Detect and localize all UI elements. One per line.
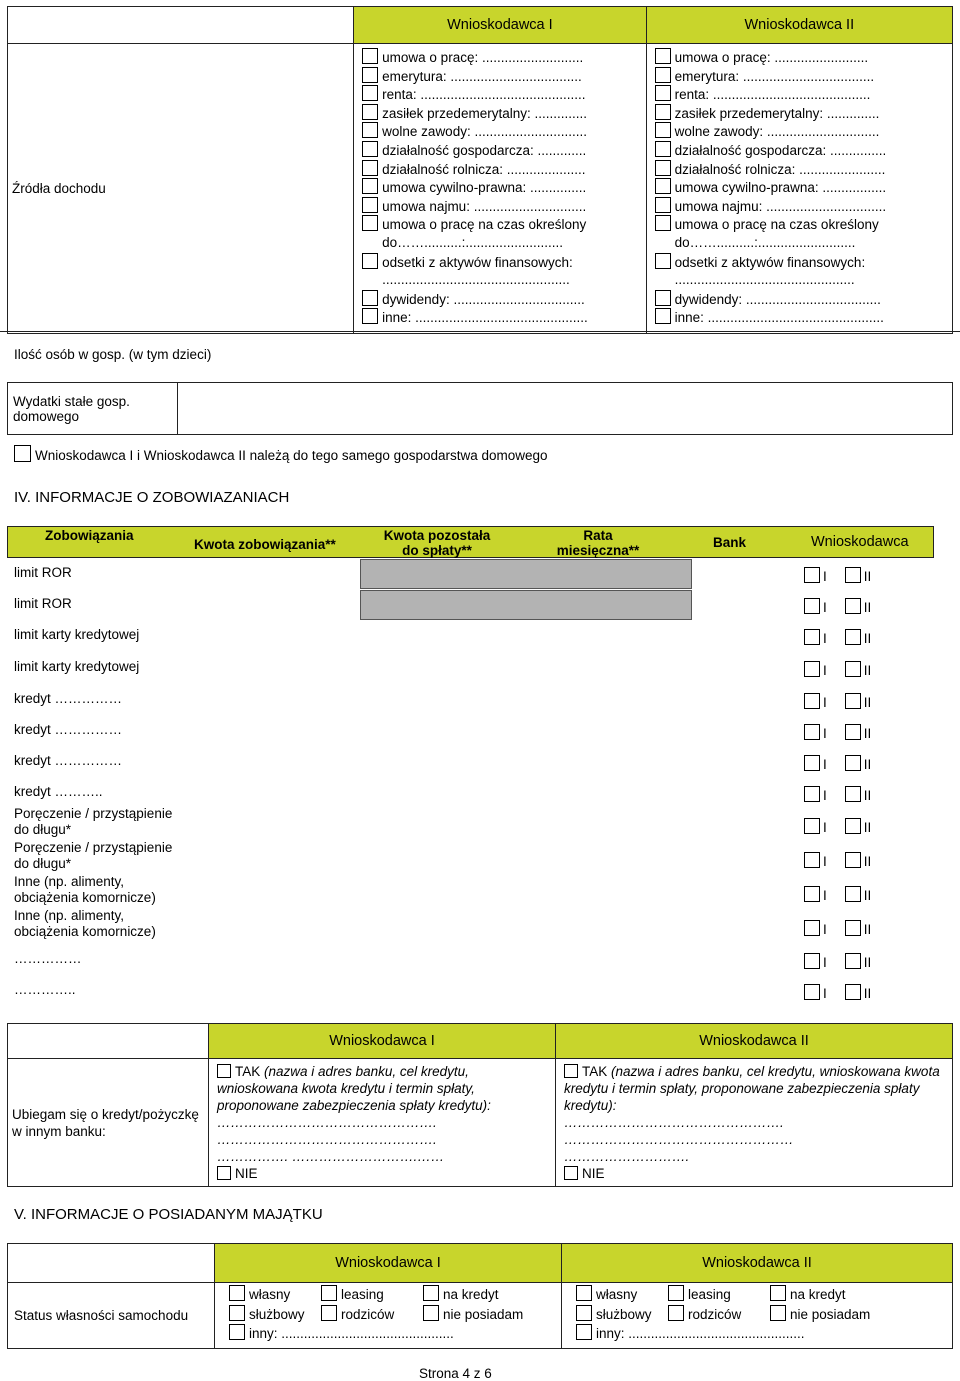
- applicant-2-checkbox[interactable]: [845, 920, 861, 936]
- obligation-label: ……………: [14, 951, 82, 966]
- applicant1-income-list: [354, 44, 646, 334]
- tak-label-2: TAK: [582, 1064, 608, 1079]
- applicant-1-label: I: [823, 695, 827, 710]
- ownership-checkbox[interactable]: [668, 1305, 684, 1321]
- same-household-row: [14, 445, 548, 463]
- ownership-checkbox[interactable]: [770, 1305, 786, 1321]
- section5-title: V. INFORMACJE O POSIADANYM MAJĄTKU: [14, 1206, 323, 1223]
- income-checkbox[interactable]: [362, 160, 378, 176]
- income-item-label: dywidendy: ...................................: [382, 291, 585, 307]
- other-bank-applicant1: [209, 1059, 556, 1187]
- other-bank-applicant1-header: Wnioskodawca I: [209, 1024, 556, 1059]
- applicant-choice: [804, 693, 871, 710]
- assets-header-blank: [8, 1244, 215, 1283]
- applicant-choice: [804, 786, 871, 803]
- income-item: [362, 271, 643, 290]
- ownership-option-label: rodziców: [341, 1306, 395, 1322]
- obligation-row: [7, 974, 953, 1005]
- income-item-label: działalność rolnicza: .......................: [674, 161, 886, 177]
- ownership-option[interactable]: [770, 1285, 900, 1305]
- expenses-table: [7, 382, 953, 435]
- dots-2a[interactable]: ………………………………………….: [564, 1115, 784, 1130]
- fixed-expenses-label: Wydatki stałe gosp. domowego: [8, 383, 178, 435]
- applicant-1-checkbox[interactable]: [804, 984, 820, 1000]
- income-item-label: odsetki z aktywów finansowych:: [382, 254, 573, 270]
- income-checkbox[interactable]: [362, 85, 378, 101]
- obligation-label: Inne (np. alimenty, obciążenia komornicze): [14, 908, 156, 939]
- nie-label-2: NIE: [582, 1166, 605, 1181]
- income-item-label: dywidendy: ....................................: [674, 291, 881, 307]
- applicant-1-label: I: [823, 854, 827, 869]
- section4-title: IV. INFORMACJE O ZOBOWIAZANIACH: [14, 489, 290, 506]
- income-item-label: do……..........:..........................: [674, 234, 856, 250]
- obligation-row: [7, 683, 953, 714]
- obligation-label: limit ROR: [14, 596, 72, 611]
- obligation-row: [7, 588, 953, 619]
- ownership-checkbox[interactable]: [423, 1285, 439, 1301]
- applicant-choice: [804, 984, 871, 1001]
- applicant-choice: [804, 598, 871, 615]
- income-item: [362, 253, 643, 272]
- income-item: [362, 67, 643, 86]
- income-item-label: umowa o pracę na czas określony: [674, 217, 879, 233]
- income-checkbox[interactable]: [655, 104, 671, 120]
- ror-gray-field: [360, 559, 692, 589]
- ownership-option[interactable]: [423, 1285, 553, 1305]
- income-item: [655, 234, 950, 253]
- income-checkbox[interactable]: [655, 48, 671, 64]
- dots-1c[interactable]: ……………. ……………………….……: [217, 1149, 445, 1164]
- income-header-blank: [8, 7, 354, 44]
- ownership-checkbox[interactable]: [321, 1285, 337, 1301]
- income-item: [362, 215, 643, 234]
- income-checkbox[interactable]: [362, 104, 378, 120]
- applicant-1-label: I: [823, 569, 827, 584]
- household-count-label: Ilość osób w gosp. (w tym dzieci): [14, 347, 212, 362]
- applicant-2-checkbox[interactable]: [845, 886, 861, 902]
- dots-2b[interactable]: ……………………………………………: [564, 1132, 794, 1147]
- income-item-label: ................................................: [674, 272, 855, 288]
- applicant-2-label: II: [863, 955, 872, 970]
- applicant-choice: [804, 953, 871, 970]
- applicant-1-label: I: [823, 663, 827, 678]
- income-item-label: ..................................................: [382, 272, 570, 288]
- obligation-row: [7, 745, 953, 776]
- applicant-1-checkbox[interactable]: [804, 724, 820, 740]
- income-item-label: wolne zawody: ..............................: [382, 124, 587, 140]
- obligation-row: [7, 841, 953, 875]
- applicant-1-checkbox[interactable]: [804, 598, 820, 614]
- income-item-label: działalność gospodarcza: ...............: [674, 142, 887, 158]
- income-checkbox[interactable]: [655, 290, 671, 306]
- income-checkbox[interactable]: [362, 290, 378, 306]
- obligation-row: [7, 651, 953, 683]
- applicant-1-label: I: [823, 820, 827, 835]
- income-item: [362, 234, 643, 253]
- ownership-checkbox[interactable]: [668, 1285, 684, 1301]
- income-item-label: umowa cywilno-prawna: ...............: [382, 180, 587, 196]
- applicant-2-label: II: [863, 757, 872, 772]
- income-item-label: renta: ............................................: [382, 87, 586, 103]
- divider: [0, 331, 960, 332]
- income-item-label: inne: ...............................................: [674, 310, 884, 326]
- income-item-label: zasiłek przedemerytalny: ..............: [674, 105, 880, 121]
- income-item-label: umowa najmu: ..............................: [382, 198, 587, 214]
- ownership-option[interactable]: [423, 1305, 553, 1325]
- applicant-2-checkbox[interactable]: [845, 661, 861, 677]
- ownership-option-label: własny: [596, 1287, 638, 1302]
- applicant-2-label: II: [863, 600, 872, 615]
- income-checkbox[interactable]: [362, 178, 378, 194]
- ownership-other-label: inny: ...............................................: [596, 1326, 805, 1341]
- applicant-choice: [804, 724, 871, 741]
- ownership-option-label: własny: [249, 1287, 291, 1302]
- income-item: [655, 253, 950, 272]
- income-checkbox[interactable]: [362, 48, 378, 64]
- ownership-checkbox[interactable]: [229, 1285, 245, 1301]
- applicant-choice: [804, 567, 871, 584]
- income-checkbox[interactable]: [362, 141, 378, 157]
- applicant-2-label: II: [863, 695, 872, 710]
- other-bank-applicant2: [556, 1059, 953, 1187]
- income-checkbox[interactable]: [655, 67, 671, 83]
- applicant-1-checkbox[interactable]: [804, 852, 820, 868]
- applicant-2-checkbox[interactable]: [845, 818, 861, 834]
- income-item-label: emerytura: ...................................: [674, 68, 875, 84]
- income-checkbox[interactable]: [655, 308, 671, 324]
- income-sources-label: Źródła dochodu: [8, 44, 354, 334]
- ownership-option-label: rodziców: [688, 1306, 742, 1322]
- income-item-label: umowa najmu: ................................: [674, 198, 887, 214]
- income-checkbox[interactable]: [655, 122, 671, 138]
- ownership-option-label: służbowy: [249, 1306, 305, 1322]
- car-ownership-label: Status własności samochodu: [8, 1283, 215, 1349]
- ownership-option-label: nie posiadam: [443, 1306, 524, 1322]
- applicant-1-checkbox[interactable]: [804, 786, 820, 802]
- income-item: [655, 85, 950, 104]
- applicant-1-label: I: [823, 922, 827, 937]
- income-item: [655, 308, 950, 327]
- dots-1a[interactable]: ………………………………………….: [217, 1115, 437, 1130]
- assets-applicant2-header: Wnioskodawca II: [562, 1244, 953, 1283]
- income-item: [655, 67, 950, 86]
- applicant-1-label: I: [823, 757, 827, 772]
- income-checkbox[interactable]: [362, 67, 378, 83]
- ownership-option[interactable]: [576, 1285, 668, 1305]
- applicant-2-checkbox[interactable]: [845, 724, 861, 740]
- income-item: [362, 48, 643, 67]
- applicant-choice: [804, 886, 871, 903]
- fixed-expenses-field[interactable]: [178, 383, 953, 435]
- obligations-header-label: Zobowiązania: [45, 528, 134, 543]
- ownership-other[interactable]: [229, 1324, 557, 1344]
- income-item: [362, 308, 643, 327]
- income-item: [655, 197, 950, 216]
- bank-header: Bank: [713, 535, 747, 550]
- ownership-option-label: na kredyt: [790, 1287, 846, 1302]
- remaining-header: Kwota pozostała do spłaty**: [383, 528, 491, 558]
- ownership-option-label: leasing: [688, 1287, 731, 1302]
- income-checkbox[interactable]: [655, 141, 671, 157]
- ownership-other[interactable]: [576, 1324, 948, 1344]
- income-item: [655, 160, 950, 179]
- applicant-1-checkbox[interactable]: [804, 818, 820, 834]
- income-item-label: renta: ..........................................: [674, 87, 871, 103]
- applicant2-header: Wnioskodawca II: [646, 7, 952, 44]
- applicant-choice: [804, 818, 871, 835]
- ownership-checkbox[interactable]: [576, 1285, 592, 1301]
- obligation-row: [7, 714, 953, 745]
- ownership-checkbox[interactable]: [770, 1285, 786, 1301]
- income-item-label: umowa o pracę na czas określony: [382, 217, 587, 233]
- applicant-1-checkbox[interactable]: [804, 693, 820, 709]
- ownership-checkbox[interactable]: [321, 1305, 337, 1321]
- applicant-2-label: II: [863, 726, 872, 741]
- applicant-choice: [804, 661, 871, 678]
- ownership-checkbox[interactable]: [576, 1305, 592, 1321]
- ownership-option[interactable]: [668, 1285, 770, 1305]
- ownership-other-checkbox[interactable]: [229, 1324, 245, 1340]
- income-item-label: odsetki z aktywów finansowych:: [674, 254, 866, 270]
- income-checkbox[interactable]: [655, 197, 671, 213]
- income-item: [362, 85, 643, 104]
- applicant-2-label: II: [863, 663, 872, 678]
- tak-desc-1: (nazwa i adres banku, cel kredytu, wnioskowana kwota kredytu i termin spłaty, proponowane zabezpieczenia spłaty kredytu):: [217, 1064, 491, 1113]
- ror-gray-field: [360, 590, 692, 620]
- other-bank-label: Ubiegam się o kredyt/pożyczkę w innym banku:: [8, 1059, 209, 1187]
- income-item-label: umowa cywilno-prawna: .................: [674, 180, 887, 196]
- applicant-1-checkbox[interactable]: [804, 755, 820, 771]
- other-bank-header-blank: [8, 1024, 209, 1059]
- applicant-2-checkbox[interactable]: [845, 693, 861, 709]
- applicant-header: Wnioskodawca: [811, 534, 909, 550]
- income-checkbox[interactable]: [655, 253, 671, 269]
- same-household-checkbox[interactable]: [14, 445, 31, 462]
- income-item-label: wolne zawody: ..............................: [674, 124, 880, 140]
- ownership-other-checkbox[interactable]: [576, 1324, 592, 1340]
- ownership-checkbox[interactable]: [423, 1305, 439, 1321]
- income-checkbox[interactable]: [362, 122, 378, 138]
- income-item: [362, 141, 643, 160]
- applicant-1-checkbox[interactable]: [804, 953, 820, 969]
- obligation-row: [7, 909, 953, 943]
- ownership-row: [229, 1305, 557, 1325]
- income-item: [362, 290, 643, 309]
- ownership-row: [576, 1285, 948, 1305]
- nie-label-1: NIE: [235, 1166, 258, 1181]
- income-checkbox[interactable]: [655, 160, 671, 176]
- applicant-2-label: II: [863, 986, 872, 1001]
- dots-2c[interactable]: ……………………….: [564, 1149, 690, 1164]
- applicant-1-checkbox[interactable]: [804, 567, 820, 583]
- applicant-2-checkbox[interactable]: [845, 984, 861, 1000]
- income-item: [362, 197, 643, 216]
- applicant-1-label: I: [823, 888, 827, 903]
- amount-header: Kwota zobowiązania**: [194, 537, 336, 552]
- income-item: [362, 160, 643, 179]
- applicant-choice: [804, 852, 871, 869]
- applicant-2-checkbox[interactable]: [845, 567, 861, 583]
- applicant-1-label: I: [823, 955, 827, 970]
- obligation-row: [7, 875, 953, 909]
- installment-header: Rata miesięczna**: [556, 528, 640, 558]
- applicant-2-label: II: [863, 569, 872, 584]
- ownership-option-label: służbowy: [596, 1306, 652, 1322]
- applicant-choice: [804, 629, 871, 646]
- obligation-row: [7, 557, 953, 588]
- tak-checkbox-2[interactable]: [564, 1064, 578, 1078]
- income-checkbox[interactable]: [362, 253, 378, 269]
- income-item: [362, 178, 643, 197]
- income-item: [655, 104, 950, 123]
- tak-desc-2: (nazwa i adres banku, cel kredytu, wnioskowana kwota kredytu i termin spłaty, proponowane zabezpieczenia spłaty kredytu):: [564, 1064, 940, 1113]
- applicant-choice: [804, 920, 871, 937]
- obligation-label: Inne (np. alimenty, obciążenia komornicze): [14, 874, 156, 905]
- applicant-1-label: I: [823, 726, 827, 741]
- income-checkbox[interactable]: [362, 197, 378, 213]
- obligation-label: limit karty kredytowej: [14, 627, 140, 642]
- obligation-label: …………..: [14, 982, 76, 997]
- obligation-label: Poręczenie / przystąpienie do długu*: [14, 806, 173, 837]
- income-item-label: działalność rolnicza: .....................: [382, 161, 586, 177]
- applicant-2-label: II: [863, 854, 872, 869]
- obligations-header: [7, 526, 934, 558]
- applicant-1-label: I: [823, 986, 827, 1001]
- applicant-2-checkbox[interactable]: [845, 852, 861, 868]
- car-ownership-applicant2: [562, 1283, 953, 1349]
- income-item: [655, 215, 950, 234]
- tak-checkbox-1[interactable]: [217, 1064, 231, 1078]
- income-item-label: działalność gospodarcza: .............: [382, 142, 587, 158]
- income-item-label: do……..........:..........................: [382, 234, 563, 250]
- applicant-1-checkbox[interactable]: [804, 661, 820, 677]
- obligation-row: [7, 807, 953, 841]
- ownership-option[interactable]: [770, 1305, 900, 1325]
- ownership-row: [576, 1305, 948, 1325]
- income-checkbox[interactable]: [655, 178, 671, 194]
- ownership-option[interactable]: [321, 1305, 423, 1325]
- ownership-option-label: na kredyt: [443, 1287, 499, 1302]
- income-item-label: umowa o pracę: .........................: [674, 50, 869, 65]
- ownership-option[interactable]: [576, 1305, 668, 1325]
- income-item-label: inne: ..............................................: [382, 310, 588, 326]
- obligation-label: Poręczenie / przystąpienie do długu*: [14, 840, 173, 871]
- obligation-label: kredyt ……………: [14, 691, 123, 706]
- applicant-2-checkbox[interactable]: [845, 629, 861, 645]
- income-item-label: emerytura: ...................................: [382, 68, 582, 84]
- assets-table: [7, 1243, 953, 1349]
- dots-1b[interactable]: ………………………………………….: [217, 1132, 437, 1147]
- ownership-option-label: nie posiadam: [790, 1306, 871, 1322]
- obligation-row: [7, 943, 953, 974]
- applicant-2-checkbox[interactable]: [845, 598, 861, 614]
- applicant-2-label: II: [863, 788, 872, 803]
- applicant-2-label: II: [863, 922, 872, 937]
- ownership-other-label: inny: ..............................................: [249, 1326, 454, 1341]
- income-item-label: umowa o pracę: ...........................: [382, 50, 584, 65]
- assets-applicant1-header: Wnioskodawca I: [215, 1244, 562, 1283]
- ownership-option-label: leasing: [341, 1287, 384, 1302]
- obligation-label: limit karty kredytowej: [14, 659, 140, 674]
- same-household-label: Wnioskodawca I i Wnioskodawca II należą do tego samego gospodarstwa domowego: [35, 448, 548, 463]
- income-item: [362, 122, 643, 141]
- ownership-row: [229, 1285, 557, 1305]
- obligation-label: kredyt ……………: [14, 722, 123, 737]
- ownership-option[interactable]: [668, 1305, 770, 1325]
- income-item: [655, 290, 950, 309]
- income-checkbox[interactable]: [655, 85, 671, 101]
- applicant-1-label: I: [823, 631, 827, 646]
- obligation-label: limit ROR: [14, 565, 72, 580]
- obligation-row: [7, 776, 953, 807]
- other-bank-table: [7, 1023, 953, 1187]
- income-item: [655, 141, 950, 160]
- income-item: [362, 104, 643, 123]
- income-item: [655, 122, 950, 141]
- income-table: [7, 6, 953, 334]
- nie-checkbox-1[interactable]: [217, 1166, 231, 1180]
- income-checkbox[interactable]: [362, 215, 378, 231]
- obligation-label: kredyt ………..: [14, 784, 103, 799]
- applicant-2-label: II: [863, 820, 872, 835]
- applicant-1-checkbox[interactable]: [804, 629, 820, 645]
- applicant-1-checkbox[interactable]: [804, 920, 820, 936]
- applicant-choice: [804, 755, 871, 772]
- applicant2-income-list: [646, 44, 952, 334]
- applicant1-header: Wnioskodawca I: [354, 7, 646, 44]
- applicant-1-checkbox[interactable]: [804, 886, 820, 902]
- applicant-2-label: II: [863, 631, 872, 646]
- other-bank-applicant2-header: Wnioskodawca II: [556, 1024, 953, 1059]
- income-item: [655, 178, 950, 197]
- ownership-checkbox[interactable]: [229, 1305, 245, 1321]
- income-item: [655, 48, 950, 67]
- applicant-2-checkbox[interactable]: [845, 953, 861, 969]
- car-ownership-applicant1: [215, 1283, 562, 1349]
- ownership-option[interactable]: [321, 1285, 423, 1305]
- ownership-option[interactable]: [229, 1305, 321, 1325]
- income-checkbox[interactable]: [362, 308, 378, 324]
- applicant-2-label: II: [863, 888, 872, 903]
- applicant-2-checkbox[interactable]: [845, 786, 861, 802]
- applicant-1-label: I: [823, 788, 827, 803]
- obligation-label: kredyt ……………: [14, 753, 123, 768]
- income-item-label: zasiłek przedemerytalny: ..............: [382, 105, 587, 121]
- tak-label-1: TAK: [235, 1064, 261, 1079]
- income-item: [655, 271, 950, 290]
- obligation-row: [7, 619, 953, 651]
- nie-checkbox-2[interactable]: [564, 1166, 578, 1180]
- applicant-2-checkbox[interactable]: [845, 755, 861, 771]
- income-checkbox[interactable]: [655, 215, 671, 231]
- ownership-option[interactable]: [229, 1285, 321, 1305]
- applicant-1-label: I: [823, 600, 827, 615]
- page-number: Strona 4 z 6: [419, 1366, 492, 1381]
